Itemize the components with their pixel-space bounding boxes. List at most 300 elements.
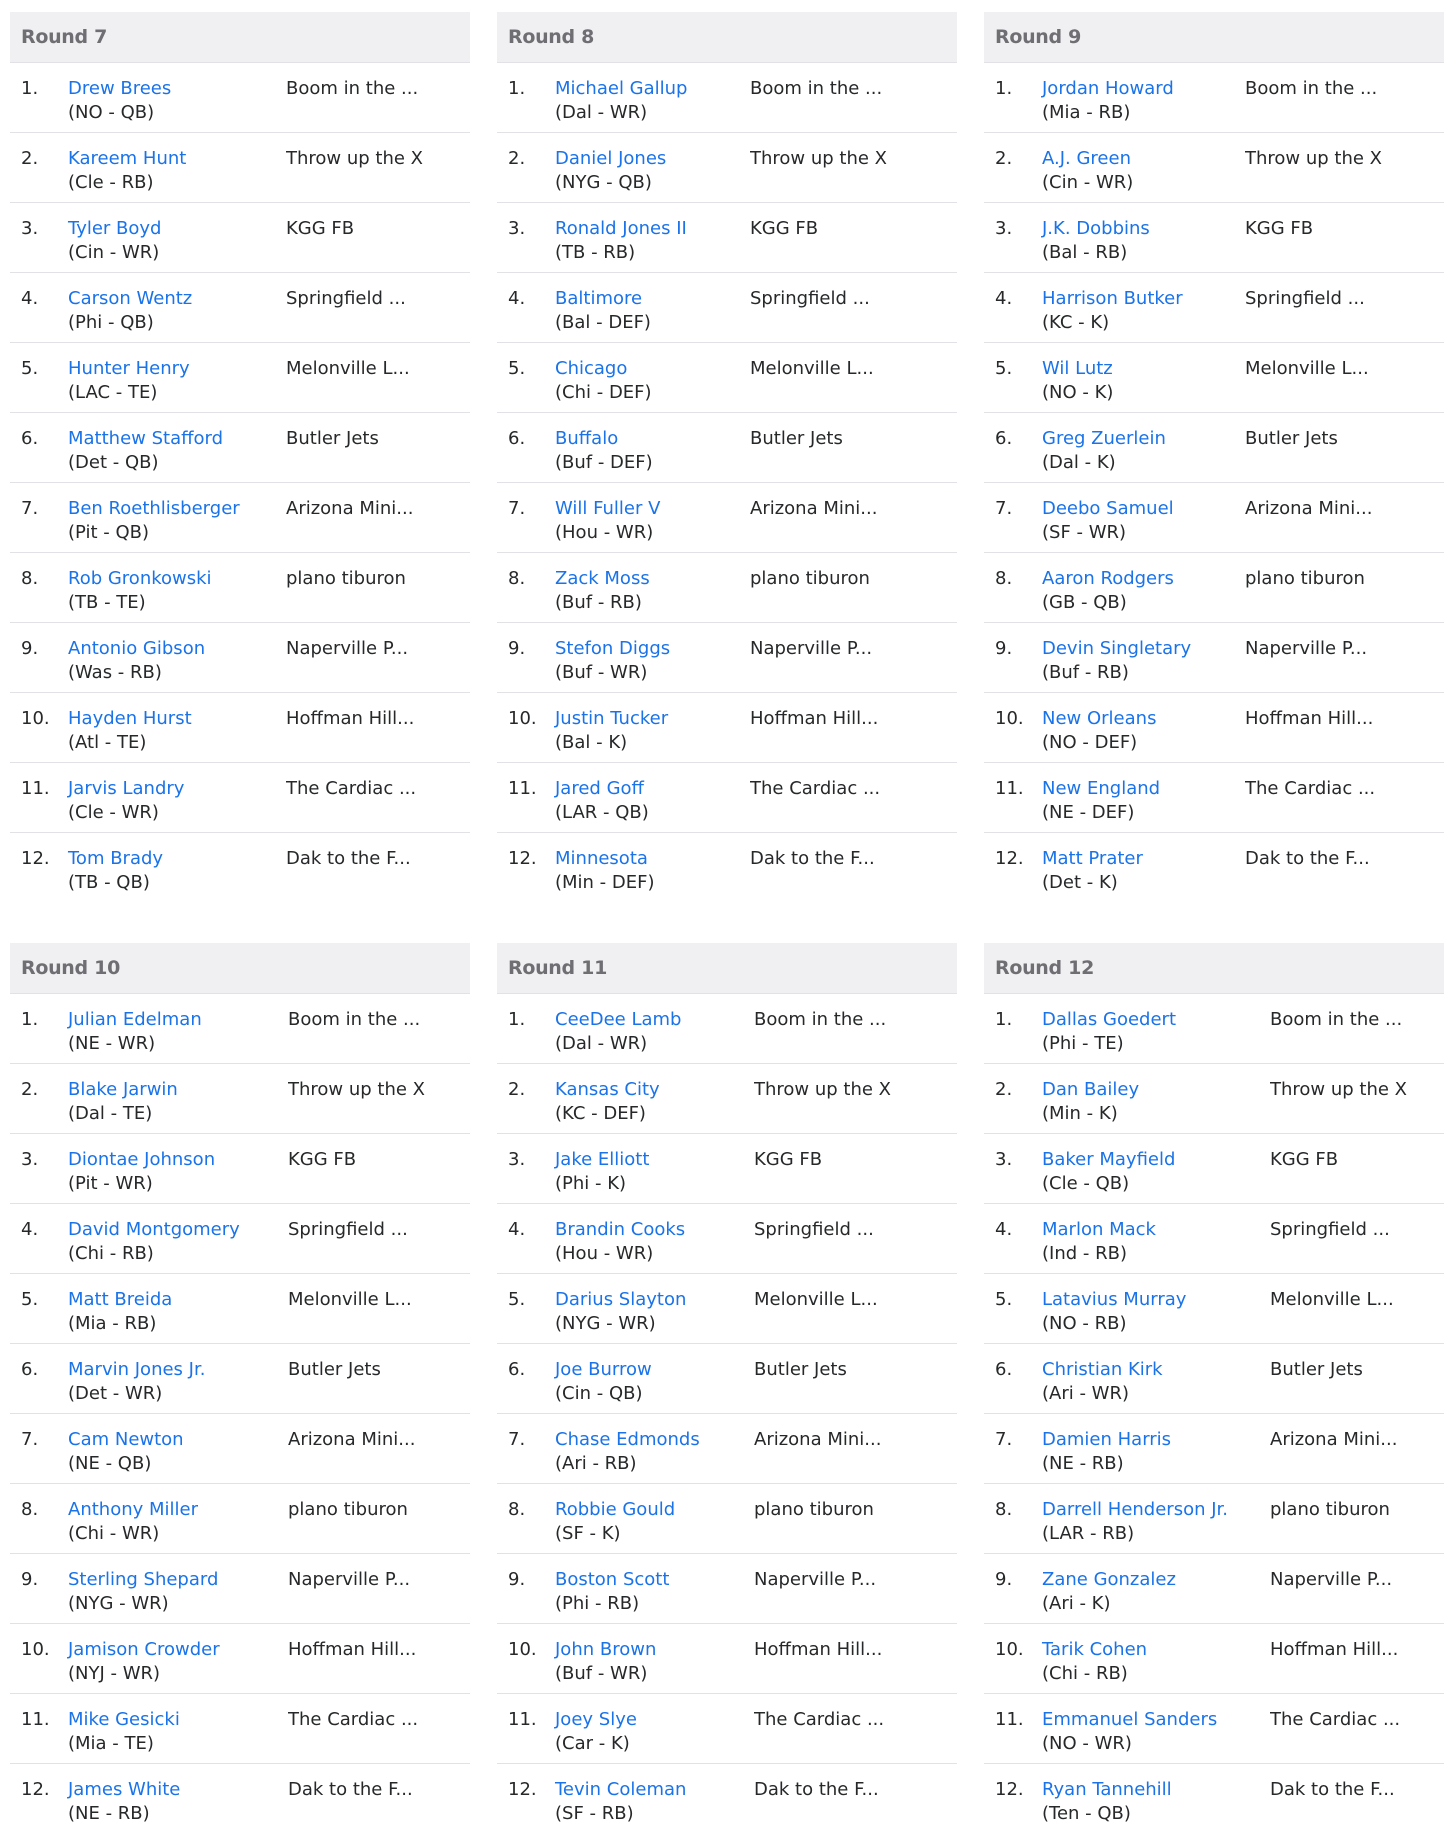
- pick-row: [984, 1484, 1444, 1554]
- pick-row: [10, 1694, 470, 1764]
- pick-number: 3.: [21, 218, 39, 239]
- round-table: [984, 943, 1444, 1834]
- player-cell: [555, 1078, 754, 1126]
- pick-row: [10, 553, 470, 623]
- fantasy-team-name: Melonville L...: [286, 358, 410, 379]
- pick-row: [984, 1414, 1444, 1484]
- player-link[interactable]: Tyler Boyd: [68, 218, 162, 239]
- pick-row: [10, 1134, 470, 1204]
- player-team-position: (Ari - K): [1042, 1593, 1111, 1614]
- pick-row: [497, 1694, 957, 1764]
- player-link[interactable]: Matt Breida: [68, 1289, 173, 1310]
- player-team-position: (NO - QB): [68, 102, 155, 123]
- pick-row: [984, 1624, 1444, 1694]
- fantasy-team-name: Springfield ...: [286, 288, 406, 309]
- fantasy-team-name: Dak to the F...: [286, 848, 411, 869]
- pick-number: 1.: [21, 1009, 39, 1030]
- player-team-position: (Atl - TE): [68, 732, 147, 753]
- pick-number: 11.: [995, 778, 1024, 799]
- pick-row: [10, 763, 470, 833]
- pick-row: [497, 203, 957, 273]
- player-team-position: (NYJ - WR): [68, 1663, 161, 1684]
- player-link[interactable]: Chicago: [555, 358, 628, 379]
- player-cell: [68, 637, 286, 685]
- player-link[interactable]: Tarik Cohen: [1042, 1639, 1148, 1660]
- pick-row: [10, 833, 470, 903]
- player-link[interactable]: Anthony Miller: [68, 1499, 198, 1520]
- fantasy-team-name: Butler Jets: [754, 1359, 847, 1380]
- pick-number: 3.: [508, 1149, 526, 1170]
- fantasy-team-name: Throw up the X: [288, 1079, 426, 1100]
- pick-row: [497, 693, 957, 763]
- pick-row: [984, 133, 1444, 203]
- fantasy-team-name: Arizona Mini...: [288, 1429, 416, 1450]
- pick-number: 5.: [995, 358, 1013, 379]
- player-link[interactable]: Buffalo: [555, 428, 619, 449]
- player-team-position: (Dal - WR): [555, 102, 648, 123]
- pick-row: [10, 273, 470, 343]
- player-link[interactable]: Boston Scott: [555, 1569, 670, 1590]
- player-team-position: (NYG - WR): [555, 1313, 656, 1334]
- player-link[interactable]: John Brown: [555, 1639, 657, 1660]
- player-link[interactable]: Antonio Gibson: [68, 638, 206, 659]
- pick-row: [497, 1554, 957, 1624]
- player-link[interactable]: Baker Mayfield: [1042, 1149, 1176, 1170]
- player-cell: [68, 497, 286, 545]
- fantasy-team-name: The Cardiac ...: [1270, 1709, 1401, 1730]
- pick-row: [984, 1064, 1444, 1134]
- pick-number: 4.: [508, 1219, 526, 1240]
- player-link[interactable]: Darius Slayton: [555, 1289, 687, 1310]
- pick-number: 1.: [995, 1009, 1013, 1030]
- player-link[interactable]: Carson Wentz: [68, 288, 193, 309]
- player-team-position: (Ari - WR): [1042, 1383, 1130, 1404]
- player-cell: [1042, 1568, 1270, 1616]
- player-link[interactable]: Diontae Johnson: [68, 1149, 216, 1170]
- pick-number: 7.: [21, 1429, 39, 1450]
- fantasy-team-name: Naperville P...: [1245, 638, 1368, 659]
- player-team-position: (Det - WR): [68, 1383, 163, 1404]
- player-link[interactable]: Matt Prater: [1042, 848, 1143, 869]
- fantasy-team-name: The Cardiac ...: [754, 1709, 885, 1730]
- player-cell: [68, 1708, 288, 1756]
- player-link[interactable]: Brandin Cooks: [555, 1219, 686, 1240]
- player-team-position: (Cle - WR): [68, 802, 159, 823]
- pick-row: [10, 1414, 470, 1484]
- fantasy-team-name: Dak to the F...: [1270, 1779, 1395, 1800]
- player-cell: [1042, 1008, 1270, 1056]
- player-link[interactable]: New England: [1042, 778, 1161, 799]
- pick-row: [497, 833, 957, 903]
- player-team-position: (TB - RB): [555, 242, 636, 263]
- pick-row: [10, 483, 470, 553]
- fantasy-team-name: Arizona Mini...: [1245, 498, 1373, 519]
- round-table: [497, 943, 957, 1834]
- player-link[interactable]: Julian Edelman: [68, 1009, 202, 1030]
- player-link[interactable]: Joey Slye: [555, 1709, 637, 1730]
- player-cell: [68, 147, 286, 195]
- pick-number: 11.: [995, 1709, 1024, 1730]
- fantasy-team-name: KGG FB: [754, 1149, 823, 1170]
- player-team-position: (Buf - WR): [555, 662, 648, 683]
- player-team-position: (Cle - QB): [1042, 1173, 1130, 1194]
- fantasy-team-name: Naperville P...: [288, 1569, 411, 1590]
- player-team-position: (Hou - WR): [555, 522, 654, 543]
- player-team-position: (Mia - RB): [68, 1313, 157, 1334]
- player-link[interactable]: Hunter Henry: [68, 358, 190, 379]
- player-team-position: (Ten - QB): [1042, 1803, 1131, 1824]
- player-cell: [1042, 147, 1245, 195]
- player-link[interactable]: Marlon Mack: [1042, 1219, 1156, 1240]
- player-cell: [1042, 1428, 1270, 1476]
- player-cell: [555, 567, 750, 615]
- player-cell: [555, 427, 750, 475]
- fantasy-team-name: KGG FB: [286, 218, 355, 239]
- player-cell: [1042, 287, 1245, 335]
- fantasy-team-name: Melonville L...: [750, 358, 874, 379]
- player-cell: [555, 357, 750, 405]
- player-link[interactable]: Minnesota: [555, 848, 648, 869]
- player-link[interactable]: Tom Brady: [68, 848, 164, 869]
- player-team-position: (Phi - RB): [555, 1593, 640, 1614]
- pick-row: [10, 1064, 470, 1134]
- pick-number: 6.: [995, 428, 1013, 449]
- pick-number: 12.: [21, 1779, 50, 1800]
- player-link[interactable]: Chase Edmonds: [555, 1429, 700, 1450]
- player-team-position: (Cin - WR): [68, 242, 160, 263]
- player-link[interactable]: Daniel Jones: [555, 148, 667, 169]
- player-cell: [1042, 777, 1245, 825]
- player-link[interactable]: Jake Elliott: [555, 1149, 650, 1170]
- player-link[interactable]: Will Fuller V: [555, 498, 661, 519]
- player-link[interactable]: Christian Kirk: [1042, 1359, 1163, 1380]
- player-cell: [68, 1498, 288, 1546]
- player-team-position: (Buf - RB): [1042, 662, 1129, 683]
- pick-row: [984, 1204, 1444, 1274]
- round-table: [497, 12, 957, 903]
- fantasy-team-name: KGG FB: [1270, 1149, 1339, 1170]
- player-link[interactable]: Greg Zuerlein: [1042, 428, 1166, 449]
- player-link[interactable]: Devin Singletary: [1042, 638, 1192, 659]
- player-cell: [68, 1778, 288, 1826]
- fantasy-team-name: Hoffman Hill...: [288, 1639, 417, 1660]
- pick-row: [984, 623, 1444, 693]
- fantasy-team-name: Throw up the X: [1270, 1079, 1408, 1100]
- player-link[interactable]: New Orleans: [1042, 708, 1157, 729]
- pick-row: [984, 553, 1444, 623]
- fantasy-team-name: Dak to the F...: [288, 1779, 413, 1800]
- player-team-position: (Cin - WR): [1042, 172, 1134, 193]
- pick-number: 9.: [21, 638, 39, 659]
- player-team-position: (Det - K): [1042, 872, 1118, 893]
- fantasy-team-name: Butler Jets: [1270, 1359, 1363, 1380]
- pick-row: [497, 1344, 957, 1414]
- player-link[interactable]: Darrell Henderson Jr.: [1042, 1499, 1228, 1520]
- player-link[interactable]: Dallas Goedert: [1042, 1009, 1177, 1030]
- fantasy-team-name: plano tiburon: [286, 568, 406, 589]
- pick-number: 8.: [995, 1499, 1013, 1520]
- fantasy-team-name: Butler Jets: [750, 428, 843, 449]
- fantasy-team-name: Springfield ...: [750, 288, 870, 309]
- player-link[interactable]: Wil Lutz: [1042, 358, 1113, 379]
- pick-list: [10, 994, 470, 1834]
- fantasy-team-name: Boom in the ...: [1270, 1009, 1403, 1030]
- pick-row: [984, 413, 1444, 483]
- pick-number: 3.: [508, 218, 526, 239]
- player-link[interactable]: A.J. Green: [1042, 148, 1131, 169]
- player-cell: [555, 1358, 754, 1406]
- player-link[interactable]: Zack Moss: [555, 568, 650, 589]
- player-link[interactable]: J.K. Dobbins: [1042, 218, 1150, 239]
- player-cell: [68, 1148, 288, 1196]
- pick-number: 8.: [508, 568, 526, 589]
- pick-number: 7.: [995, 1429, 1013, 1450]
- pick-list: [984, 994, 1444, 1834]
- pick-row: [10, 133, 470, 203]
- player-team-position: (Buf - WR): [555, 1663, 648, 1684]
- player-cell: [1042, 497, 1245, 545]
- player-link[interactable]: CeeDee Lamb: [555, 1009, 682, 1030]
- player-link[interactable]: Emmanuel Sanders: [1042, 1709, 1218, 1730]
- fantasy-team-name: Dak to the F...: [754, 1779, 879, 1800]
- player-team-position: (Dal - K): [1042, 452, 1116, 473]
- player-team-position: (KC - DEF): [555, 1103, 646, 1124]
- player-cell: [1042, 1148, 1270, 1196]
- pick-number: 5.: [508, 1289, 526, 1310]
- pick-row: [984, 1694, 1444, 1764]
- fantasy-team-name: Throw up the X: [750, 148, 888, 169]
- fantasy-team-name: Arizona Mini...: [1270, 1429, 1398, 1450]
- player-link[interactable]: Damien Harris: [1042, 1429, 1172, 1450]
- player-cell: [555, 497, 750, 545]
- player-link[interactable]: Dan Bailey: [1042, 1079, 1140, 1100]
- player-team-position: (NO - WR): [1042, 1733, 1132, 1754]
- player-cell: [1042, 567, 1245, 615]
- pick-list: [497, 994, 957, 1834]
- pick-number: 2.: [21, 1079, 39, 1100]
- player-cell: [1042, 847, 1245, 895]
- round-title: Round 8: [497, 12, 957, 63]
- pick-number: 8.: [21, 568, 39, 589]
- player-link[interactable]: Rob Gronkowski: [68, 568, 212, 589]
- player-cell: [1042, 707, 1245, 755]
- pick-number: 10.: [21, 1639, 50, 1660]
- player-link[interactable]: Hayden Hurst: [68, 708, 192, 729]
- fantasy-team-name: plano tiburon: [750, 568, 870, 589]
- fantasy-team-name: Dak to the F...: [750, 848, 875, 869]
- player-team-position: (Chi - RB): [1042, 1663, 1128, 1684]
- player-team-position: (NO - DEF): [1042, 732, 1138, 753]
- fantasy-team-name: Naperville P...: [1270, 1569, 1393, 1590]
- player-link[interactable]: Drew Brees: [68, 78, 172, 99]
- player-link[interactable]: Latavius Murray: [1042, 1289, 1187, 1310]
- player-link[interactable]: Kansas City: [555, 1079, 660, 1100]
- player-link[interactable]: Harrison Butker: [1042, 288, 1183, 309]
- pick-row: [10, 1624, 470, 1694]
- pick-row: [497, 1134, 957, 1204]
- pick-row: [497, 1764, 957, 1834]
- fantasy-team-name: Naperville P...: [286, 638, 409, 659]
- fantasy-team-name: Butler Jets: [288, 1359, 381, 1380]
- player-link[interactable]: Baltimore: [555, 288, 643, 309]
- player-cell: [68, 777, 286, 825]
- player-link[interactable]: Ben Roethlisberger: [68, 498, 240, 519]
- player-link[interactable]: Marvin Jones Jr.: [68, 1359, 206, 1380]
- player-link[interactable]: Sterling Shepard: [68, 1569, 219, 1590]
- fantasy-team-name: The Cardiac ...: [750, 778, 881, 799]
- pick-number: 6.: [21, 1359, 39, 1380]
- player-link[interactable]: Stefon Diggs: [555, 638, 671, 659]
- player-team-position: (Bal - DEF): [555, 312, 651, 333]
- pick-row: [10, 1554, 470, 1624]
- player-link[interactable]: Deebo Samuel: [1042, 498, 1174, 519]
- player-team-position: (GB - QB): [1042, 592, 1127, 613]
- pick-number: 3.: [995, 218, 1013, 239]
- player-cell: [68, 847, 286, 895]
- player-link[interactable]: Jarvis Landry: [68, 778, 185, 799]
- player-team-position: (Was - RB): [68, 662, 162, 683]
- player-link[interactable]: Ronald Jones II: [555, 218, 687, 239]
- pick-number: 12.: [21, 848, 50, 869]
- player-cell: [68, 1568, 288, 1616]
- pick-number: 2.: [508, 1079, 526, 1100]
- pick-number: 11.: [21, 1709, 50, 1730]
- player-link[interactable]: David Montgomery: [68, 1219, 240, 1240]
- fantasy-team-name: Throw up the X: [286, 148, 424, 169]
- pick-row: [497, 1414, 957, 1484]
- pick-row: [497, 994, 957, 1064]
- pick-row: [984, 203, 1444, 273]
- player-team-position: (NO - K): [1042, 382, 1114, 403]
- player-link[interactable]: Matthew Stafford: [68, 428, 224, 449]
- player-team-position: (NE - DEF): [1042, 802, 1135, 823]
- pick-row: [10, 203, 470, 273]
- fantasy-team-name: KGG FB: [750, 218, 819, 239]
- pick-number: 5.: [995, 1289, 1013, 1310]
- player-cell: [555, 77, 750, 125]
- player-link[interactable]: Jordan Howard: [1042, 78, 1174, 99]
- player-link[interactable]: Blake Jarwin: [68, 1079, 178, 1100]
- player-link[interactable]: Michael Gallup: [555, 78, 688, 99]
- player-team-position: (Bal - K): [555, 732, 628, 753]
- player-cell: [68, 1008, 288, 1056]
- player-link[interactable]: Mike Gesicki: [68, 1709, 180, 1730]
- pick-number: 7.: [508, 1429, 526, 1450]
- pick-number: 6.: [508, 428, 526, 449]
- round-title: Round 11: [497, 943, 957, 994]
- player-team-position: (LAC - TE): [68, 382, 158, 403]
- pick-number: 9.: [21, 1569, 39, 1590]
- player-cell: [1042, 77, 1245, 125]
- fantasy-team-name: Throw up the X: [1245, 148, 1383, 169]
- player-cell: [555, 847, 750, 895]
- player-team-position: (TB - TE): [68, 592, 146, 613]
- fantasy-team-name: Dak to the F...: [1245, 848, 1370, 869]
- player-team-position: (Min - DEF): [555, 872, 655, 893]
- pick-row: [984, 63, 1444, 133]
- player-link[interactable]: Jared Goff: [555, 778, 644, 799]
- pick-number: 2.: [21, 148, 39, 169]
- player-link[interactable]: James White: [68, 1779, 181, 1800]
- pick-row: [10, 623, 470, 693]
- player-link[interactable]: Ryan Tannehill: [1042, 1779, 1172, 1800]
- fantasy-team-name: Hoffman Hill...: [286, 708, 415, 729]
- pick-row: [497, 63, 957, 133]
- player-cell: [68, 77, 286, 125]
- fantasy-team-name: The Cardiac ...: [286, 778, 417, 799]
- player-link[interactable]: Jamison Crowder: [68, 1639, 220, 1660]
- player-link[interactable]: Tevin Coleman: [555, 1779, 687, 1800]
- fantasy-team-name: Arizona Mini...: [754, 1429, 882, 1450]
- pick-number: 5.: [508, 358, 526, 379]
- fantasy-team-name: KGG FB: [1245, 218, 1314, 239]
- pick-number: 5.: [21, 1289, 39, 1310]
- player-team-position: (Phi - QB): [68, 312, 154, 333]
- pick-row: [497, 763, 957, 833]
- player-link[interactable]: Kareem Hunt: [68, 148, 187, 169]
- player-link[interactable]: Aaron Rodgers: [1042, 568, 1174, 589]
- pick-number: 1.: [508, 78, 526, 99]
- player-cell: [68, 357, 286, 405]
- player-cell: [1042, 637, 1245, 685]
- pick-number: 11.: [508, 1709, 537, 1730]
- player-link[interactable]: Robbie Gould: [555, 1499, 676, 1520]
- pick-number: 4.: [508, 288, 526, 309]
- player-team-position: (NE - WR): [68, 1033, 156, 1054]
- pick-number: 12.: [508, 1779, 537, 1800]
- player-cell: [68, 1428, 288, 1476]
- pick-row: [497, 1484, 957, 1554]
- pick-number: 8.: [995, 568, 1013, 589]
- player-cell: [68, 567, 286, 615]
- pick-number: 8.: [21, 1499, 39, 1520]
- pick-row: [497, 1274, 957, 1344]
- player-link[interactable]: Joe Burrow: [555, 1359, 652, 1380]
- fantasy-team-name: Melonville L...: [1270, 1289, 1394, 1310]
- fantasy-team-name: Boom in the ...: [286, 78, 419, 99]
- player-cell: [1042, 357, 1245, 405]
- pick-number: 1.: [508, 1009, 526, 1030]
- player-team-position: (KC - K): [1042, 312, 1110, 333]
- player-team-position: (Car - K): [555, 1733, 630, 1754]
- pick-number: 10.: [21, 708, 50, 729]
- player-link[interactable]: Zane Gonzalez: [1042, 1569, 1176, 1590]
- player-cell: [1042, 1078, 1270, 1126]
- pick-number: 10.: [508, 1639, 537, 1660]
- player-team-position: (NYG - WR): [68, 1593, 169, 1614]
- fantasy-team-name: Hoffman Hill...: [750, 708, 879, 729]
- fantasy-team-name: Arizona Mini...: [286, 498, 414, 519]
- player-cell: [555, 1778, 754, 1826]
- player-team-position: (Det - QB): [68, 452, 159, 473]
- player-cell: [1042, 217, 1245, 265]
- pick-number: 5.: [21, 358, 39, 379]
- player-team-position: (SF - WR): [1042, 522, 1127, 543]
- player-team-position: (SF - K): [555, 1523, 621, 1544]
- player-cell: [555, 147, 750, 195]
- pick-row: [10, 343, 470, 413]
- player-link[interactable]: Cam Newton: [68, 1429, 184, 1450]
- pick-number: 3.: [21, 1149, 39, 1170]
- player-cell: [68, 1078, 288, 1126]
- pick-row: [497, 343, 957, 413]
- player-team-position: (Mia - RB): [1042, 102, 1131, 123]
- fantasy-team-name: Boom in the ...: [288, 1009, 421, 1030]
- fantasy-team-name: Springfield ...: [288, 1219, 408, 1240]
- pick-row: [497, 1624, 957, 1694]
- pick-row: [984, 1554, 1444, 1624]
- player-link[interactable]: Justin Tucker: [555, 708, 669, 729]
